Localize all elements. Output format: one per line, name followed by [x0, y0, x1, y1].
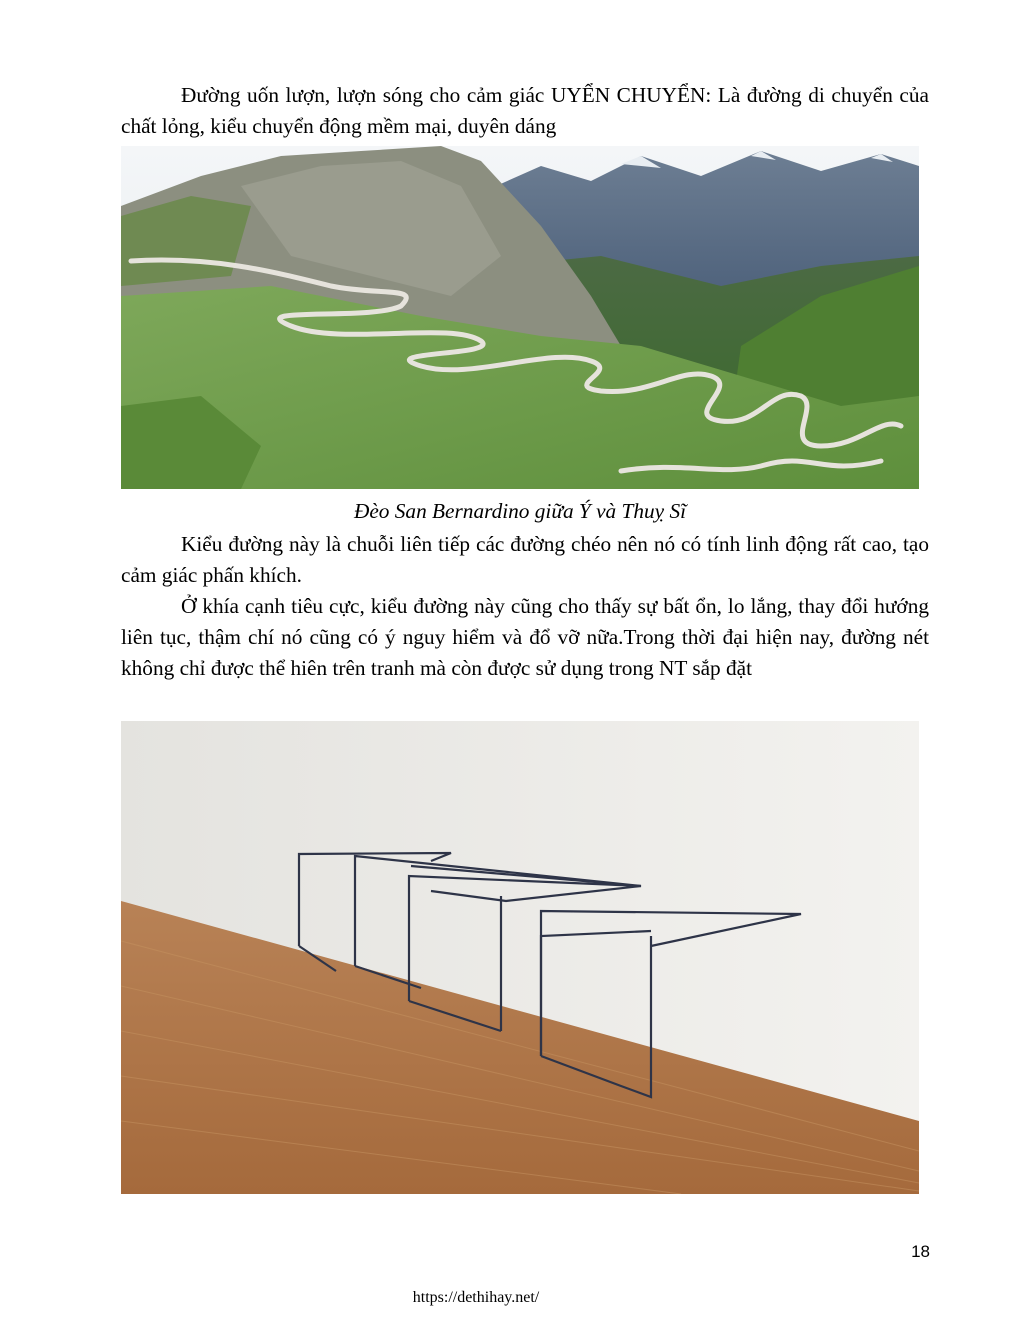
- page-number: 18: [911, 1242, 930, 1261]
- footer-url[interactable]: https://dethihay.net/: [412, 1289, 540, 1306]
- mountain-pass-photo: [121, 146, 919, 489]
- figure-caption: Đèo San Bernardino giữa Ý và Thuỵ Sĩ: [353, 499, 687, 523]
- intro-paragraph: Đường uốn lượn, lượn sóng cho cảm giác UYỂN CHUYỂN: Là đường di chuyển của chất lỏng, kiểu chuyển động mềm mại, duyên dáng: [121, 83, 929, 138]
- body-paragraph-3: Ở khía cạnh tiêu cực, kiểu đường này cũng cho thấy sự bất ổn, lo lắng, thay đổi hướng liên tục, thậm chí nó cũng có ý nguy hiểm và đổ vỡ nữa.Trong thời đại hiện nay, đường nét không chỉ được thể hiên trên tranh mà còn được sử dụng trong NT sắp đặt: [121, 594, 929, 680]
- installation-art-photo: [121, 721, 919, 1194]
- body-paragraph-2: Kiểu đường này là chuỗi liên tiếp các đường chéo nên nó có tính linh động rất cao, tạo cảm giác phấn khích.: [121, 532, 929, 587]
